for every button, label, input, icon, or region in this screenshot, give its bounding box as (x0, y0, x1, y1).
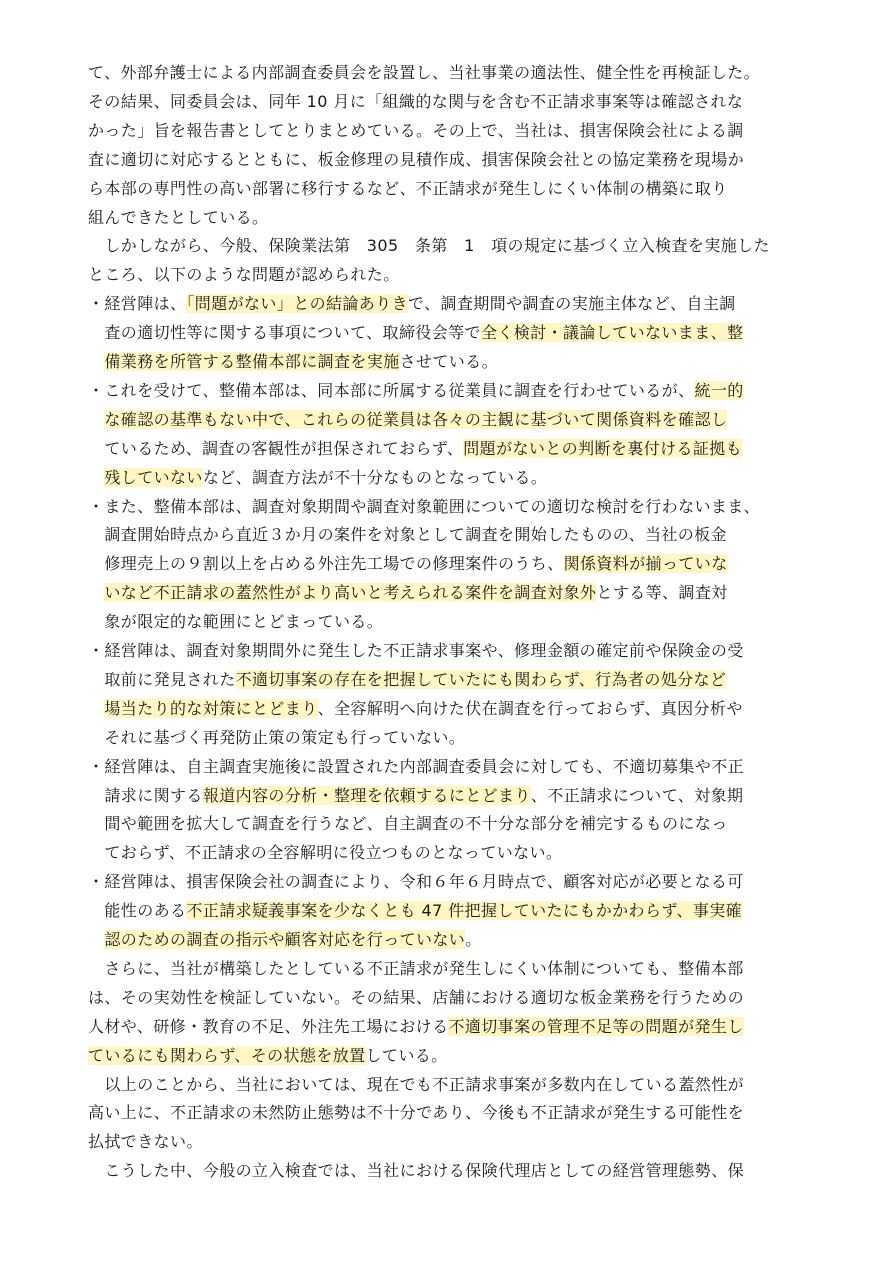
text-segment: 取前に発見された (88, 669, 236, 689)
text-line (88, 405, 727, 435)
text-line (88, 116, 744, 146)
text-line (88, 1098, 744, 1128)
text-segment: など、調査方法が不十分なものとなっている。 (202, 467, 548, 487)
text-line (88, 954, 744, 984)
text-segment: ・経営陣は、 (88, 294, 187, 314)
text-line (88, 781, 743, 811)
text-line (88, 896, 742, 926)
text-line (88, 578, 728, 608)
highlighted-text: 備業務を所管する整備本部に調査を実施 (104, 352, 400, 371)
text-line (88, 752, 744, 782)
highlighted-text: 関係資料が揃っていな (563, 554, 728, 574)
highlighted-text: 報道内容の分析・整理を依頼するにとどまり (202, 785, 531, 805)
text-segment: 払拭できない。 (88, 1132, 203, 1152)
text-segment: させている。 (399, 352, 499, 371)
text-segment (88, 930, 104, 949)
text-line (88, 376, 744, 406)
highlighted-text: いなど不正請求の蓋然性がより高いと考えられる案件を調査対象外 (104, 583, 597, 603)
text-segment: それに基づく再発防止策の策定も行っていない。 (88, 727, 466, 747)
text-segment (88, 352, 104, 371)
text-segment: 組んできたとしている。 (88, 207, 269, 227)
text-segment: かった」旨を報告書としてとりまとめている。その上で、当社は、損害保険会社による調 (88, 120, 744, 140)
text-segment: 査の適切性等に関する事項について、取締役会等で (88, 323, 481, 343)
text-segment: している。 (365, 1045, 448, 1065)
text-line (88, 434, 742, 464)
text-line (88, 231, 770, 261)
text-line (88, 636, 744, 666)
text-line (88, 867, 744, 897)
text-line (88, 665, 726, 695)
text-line (88, 174, 728, 204)
text-line (88, 1070, 744, 1100)
text-segment: さらに、当社が構築したとしている不正請求が発生しにくい体制についても、整備本部 (88, 958, 744, 978)
highlighted-text: 不正請求疑義事案を少なくとも 47 件把握していたにもかかわらず、事実確 (186, 901, 743, 921)
text-line (88, 318, 743, 348)
highlighted-text: 不適切事案の管理不足等の問題が発生し (448, 1016, 744, 1036)
text-line (88, 1156, 744, 1186)
text-segment (88, 699, 104, 718)
text-line (88, 1012, 744, 1042)
highlighted-text: 「問題がない」との結論ありき (186, 294, 409, 314)
text-segment: ら本部の専門性の高い部署に移行するなど、不正請求が発生しにくい体制の構築に取り (88, 178, 728, 198)
text-segment: 高い上に、不正請求の未然防止態勢は不十分であり、今後も不正請求が発生する可能性を (88, 1103, 745, 1123)
text-line (88, 838, 562, 868)
text-segment: 請求に関する (88, 785, 203, 805)
text-line (88, 723, 465, 753)
text-segment: ところ、以下のような問題が認められた。 (88, 265, 400, 285)
text-segment: こうした中、今般の立入検査では、当社における保険代理店としての経営管理態勢、保 (88, 1161, 745, 1181)
text-line (88, 925, 482, 955)
text-segment: 。 (465, 930, 482, 949)
text-segment: ・経営陣は、損害保険会社の調査により、令和６年６月時点で、顧客対応が必要となる可 (88, 872, 744, 892)
highlighted-text: 残していない (104, 467, 203, 487)
text-segment (88, 410, 104, 429)
text-line (88, 492, 760, 522)
text-segment: 修理売上の９割以上を占める外注先工場での修理案件のうち、 (88, 554, 564, 574)
text-line (88, 289, 736, 319)
text-segment: ておらず、不正請求の全容解明に役立つものとなっていない。 (88, 843, 563, 863)
text-line (88, 520, 727, 550)
text-line (88, 1041, 448, 1071)
text-line (88, 549, 728, 579)
text-segment: ・経営陣は、調査対象期間外に発生した不正請求事案や、修理金額の確定前や保険金の受 (88, 641, 744, 660)
text-segment: ・また、整備本部は、調査対象期間や調査対象範囲についての適切な検討を行わないまま、 (88, 496, 761, 516)
text-segment: 、不正請求について、対象期 (530, 785, 744, 805)
text-line (88, 809, 728, 839)
highlighted-text: 問題がないとの判断を裏付ける証拠も (463, 438, 743, 458)
highlighted-text: な確認の基準もない中で、これらの従業員は各々の主観に基づいて関係資料を確認し (104, 409, 728, 429)
text-line (88, 58, 760, 88)
text-segment: しかしながら、今般、保険業法第 305 条第 1 項の規定に基づく立入検査を実施した (88, 236, 770, 256)
text-segment: 以上のことから、当社においては、現在でも不正請求事案が多数内在している蓋然性が (88, 1074, 745, 1094)
text-segment: ているため、調査の客観性が担保されておらず、 (88, 438, 464, 458)
highlighted-text: 統一的 (694, 380, 744, 400)
text-segment: て、外部弁護士による内部調査委員会を設置し、当社事業の適法性、健全性を再検証した。 (88, 63, 761, 82)
text-line (88, 260, 400, 290)
text-segment: 調査開始時点から直近３か月の案件を対象として調査を開始したものの、当社の板金 (88, 525, 727, 545)
text-line (88, 203, 268, 233)
text-line (88, 145, 744, 175)
text-line (88, 1127, 203, 1157)
text-segment: ・経営陣は、自主調査実施後に設置された内部調査委員会に対しても、不適切募集や不正 (88, 756, 745, 776)
highlighted-text: ているにも関わらず、その状態を放置 (88, 1045, 366, 1065)
highlighted-text: 全く検討・議論していないまま、整 (480, 323, 744, 343)
text-line (88, 463, 547, 493)
text-segment: とする等、調査対 (596, 583, 728, 603)
highlighted-text: 不適切事案の存在を把握していたにも関わらず、行為者の処分など (235, 669, 727, 689)
text-line (88, 983, 744, 1013)
text-line (88, 694, 743, 724)
text-line (88, 347, 498, 377)
text-segment: 間や範囲を拡大して調査を行うなど、自主調査の不十分な部分を補完するものになっ (88, 814, 728, 834)
highlighted-text: 場当たり的な対策にとどまり (104, 698, 318, 718)
highlighted-text: 認のための調査の指示や顧客対応を行っていない (104, 930, 466, 949)
text-segment: 、全容解明へ向けた伏在調査を行っておらず、真因分析や (317, 698, 743, 718)
text-line (88, 607, 383, 637)
text-line (88, 87, 743, 117)
text-segment: 能性のある (88, 901, 187, 921)
text-segment: ・これを受けて、整備本部は、同本部に所属する従業員に調査を行わせているが、 (88, 380, 695, 400)
text-segment: その結果、同委員会は、同年 10 月に「組織的な関与を含む不正請求事案等は確認されな (88, 91, 744, 111)
text-segment: で、調査期間や調査の実施主体など、自主調 (408, 294, 736, 314)
text-segment: 人材や、研修・教育の不足、外注先工場における (88, 1016, 449, 1036)
text-segment (88, 583, 104, 602)
text-segment: 象が限定的な範囲にとどまっている。 (88, 612, 384, 632)
text-segment: 査に適切に対応するとともに、板金修理の見積作成、損害保険会社との協定業務を現場か (88, 149, 745, 169)
text-segment: は、その実効性を検証していない。その結果、店舗における適切な板金業務を行うための (88, 987, 745, 1007)
text-segment (88, 468, 104, 487)
